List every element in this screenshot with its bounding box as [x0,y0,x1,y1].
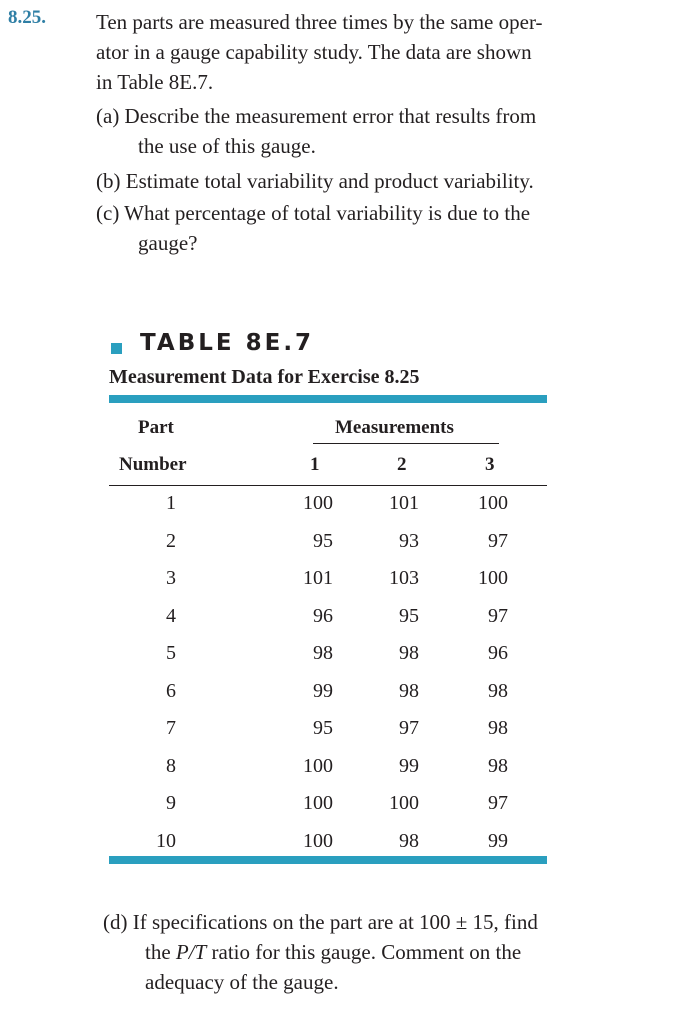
measurement-cell-3: 98 [488,717,508,739]
measurement-cell-3: 97 [488,530,508,552]
measurement-cell-1: 99 [313,680,333,702]
header-number: Number [119,454,187,475]
measurement-cell-2: 93 [399,530,419,552]
question-c [96,198,530,258]
part-number-cell: 1 [166,492,176,514]
pt-ratio-term: P/T [175,940,207,964]
exercise-number: 8.25. [8,7,46,28]
part-number-cell: 2 [166,530,176,552]
measurement-cell-3: 97 [488,605,508,627]
column-header-1: 1 [310,454,320,475]
part-number-cell: 9 [166,792,176,814]
question-d-line: (d) If specifications on the part are at 100 ± 15, find [103,910,538,934]
measurement-cell-2: 95 [399,605,419,627]
measurement-cell-1: 96 [313,605,333,627]
measurement-cell-3: 97 [488,792,508,814]
question-c-line: gauge? [138,231,198,255]
exercise-stem [96,7,656,97]
measurement-cell-2: 103 [389,567,419,589]
measurement-cell-1: 100 [303,492,333,514]
table-marker-icon [111,343,122,354]
measurement-cell-2: 100 [389,792,419,814]
measurement-cell-3: 99 [488,830,508,852]
header-rule [109,485,547,486]
stem-line: in Table 8E.7. [96,70,214,94]
measurement-cell-3: 100 [478,567,508,589]
question-d-line [103,937,538,967]
column-header-2: 2 [397,454,407,475]
part-number-cell: 7 [166,717,176,739]
question-b-line: (b) Estimate total variability and product variability. [96,169,534,193]
part-number-cell: 3 [166,567,176,589]
measurement-cell-1: 95 [313,717,333,739]
part-number-cell: 4 [166,605,176,627]
measurement-cell-1: 101 [303,567,333,589]
measurement-cell-3: 96 [488,642,508,664]
measurement-cell-3: 100 [478,492,508,514]
measurement-cell-3: 98 [488,755,508,777]
measurement-cell-2: 101 [389,492,419,514]
measurement-cell-1: 100 [303,792,333,814]
question-d-text: ratio for this gauge. Comment on the [206,940,522,964]
question-a-line: the use of this gauge. [138,134,316,158]
table-bottom-rule [109,856,547,864]
measurement-cell-2: 98 [399,680,419,702]
part-number-cell: 5 [166,642,176,664]
question-a-line: (a) Describe the measurement error that results from [96,104,537,128]
table-caption: Measurement Data for Exercise 8.25 [109,366,420,388]
measurement-cell-3: 98 [488,680,508,702]
table-label: TABLE 8E.7 [140,330,315,356]
measurements-underline [313,443,499,444]
measurement-cell-2: 99 [399,755,419,777]
question-b [96,166,534,196]
stem-line: Ten parts are measured three times by the same oper- [96,10,543,34]
question-c-line: (c) What percentage of total variability is due to the [96,201,531,225]
measurement-cell-1: 98 [313,642,333,664]
measurement-cell-2: 98 [399,830,419,852]
table-top-rule [109,395,547,403]
question-d-text: the [145,940,176,964]
measurement-cell-2: 98 [399,642,419,664]
part-number-cell: 8 [166,755,176,777]
part-number-cell: 6 [166,680,176,702]
header-measurements: Measurements [335,417,454,438]
question-d-line: adequacy of the gauge. [145,970,339,994]
measurement-cell-2: 97 [399,717,419,739]
column-header-3: 3 [485,454,495,475]
measurement-cell-1: 95 [313,530,333,552]
stem-line: ator in a gauge capability study. The data are shown [96,40,532,64]
part-number-cell: 10 [156,830,176,852]
question-a [96,101,536,161]
measurement-cell-1: 100 [303,755,333,777]
question-d [103,907,538,997]
measurement-cell-1: 100 [303,830,333,852]
header-part: Part [138,417,174,438]
